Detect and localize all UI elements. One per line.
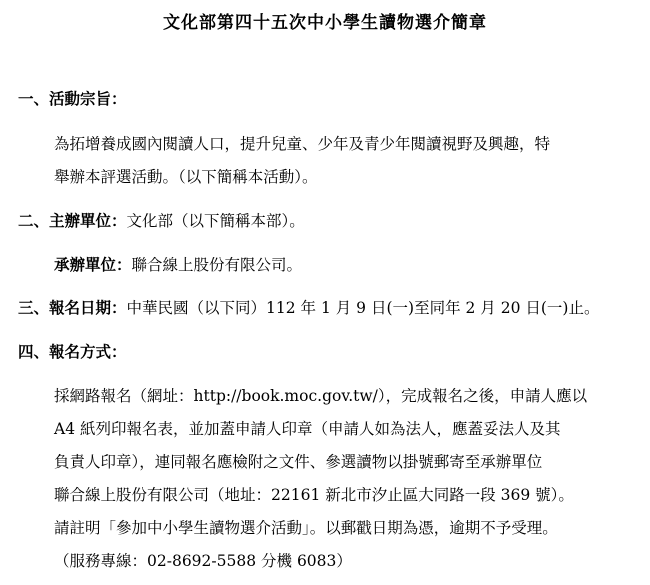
section-2-row <box>18 210 305 232</box>
section-4-line-2: A4 紙列印報名表，並加蓋申請人印章（申請人如為法人，應蓋妥法人及其 <box>54 420 561 438</box>
section-4-line-6: （服務專線：02-8692-5588 分機 6083） <box>54 552 352 570</box>
section-2-number: 二、 <box>18 211 50 230</box>
section-4-line-4: 聯合線上股份有限公司（地址：22161 新北市汐止區大同路一段 369 號）。 <box>54 486 574 504</box>
section-2b-value: 聯合線上股份有限公司。 <box>131 256 303 274</box>
section-2-label: 主辦單位： <box>49 211 127 230</box>
section-2-value: 文化部（以下簡稱本部）。 <box>126 212 305 230</box>
section-2b-label: 承辦單位： <box>54 255 132 274</box>
section-1-line-1: 為拓增養成國內閱讀人口，提升兒童、少年及青少年閱讀視野及興趣，特 <box>54 135 551 153</box>
section-3-number: 三、 <box>18 298 50 317</box>
section-4-line-1: 採網路報名（網址：http://book.moc.gov.tw/），完成報名之後，申請人應以 <box>54 387 588 405</box>
document-title: 文化部第四十五次中小學生讀物選介簡章 <box>163 13 487 33</box>
section-3-value: 中華民國（以下同）112 年 1 月 9 日(一)至同年 2 月 20 日(一)止。 <box>126 299 600 317</box>
section-1-line-2: 舉辦本評選活動。（以下簡稱本活動）。 <box>54 168 318 186</box>
section-1-heading: 一、活動宗旨： <box>18 89 127 108</box>
section-3-row <box>18 297 599 319</box>
section-2b-row <box>54 254 302 276</box>
section-4-line-3: 負責人印章），連同報名應檢附之文件、參選讀物以掛號郵寄至承辦單位 <box>54 453 543 471</box>
section-4-heading: 四、報名方式： <box>18 342 127 361</box>
section-3-label: 報名日期： <box>49 298 127 317</box>
section-4-line-5: 請註明「參加中小學生讀物選介活動」。以郵戳日期為憑，逾期不予受理。 <box>54 519 558 537</box>
